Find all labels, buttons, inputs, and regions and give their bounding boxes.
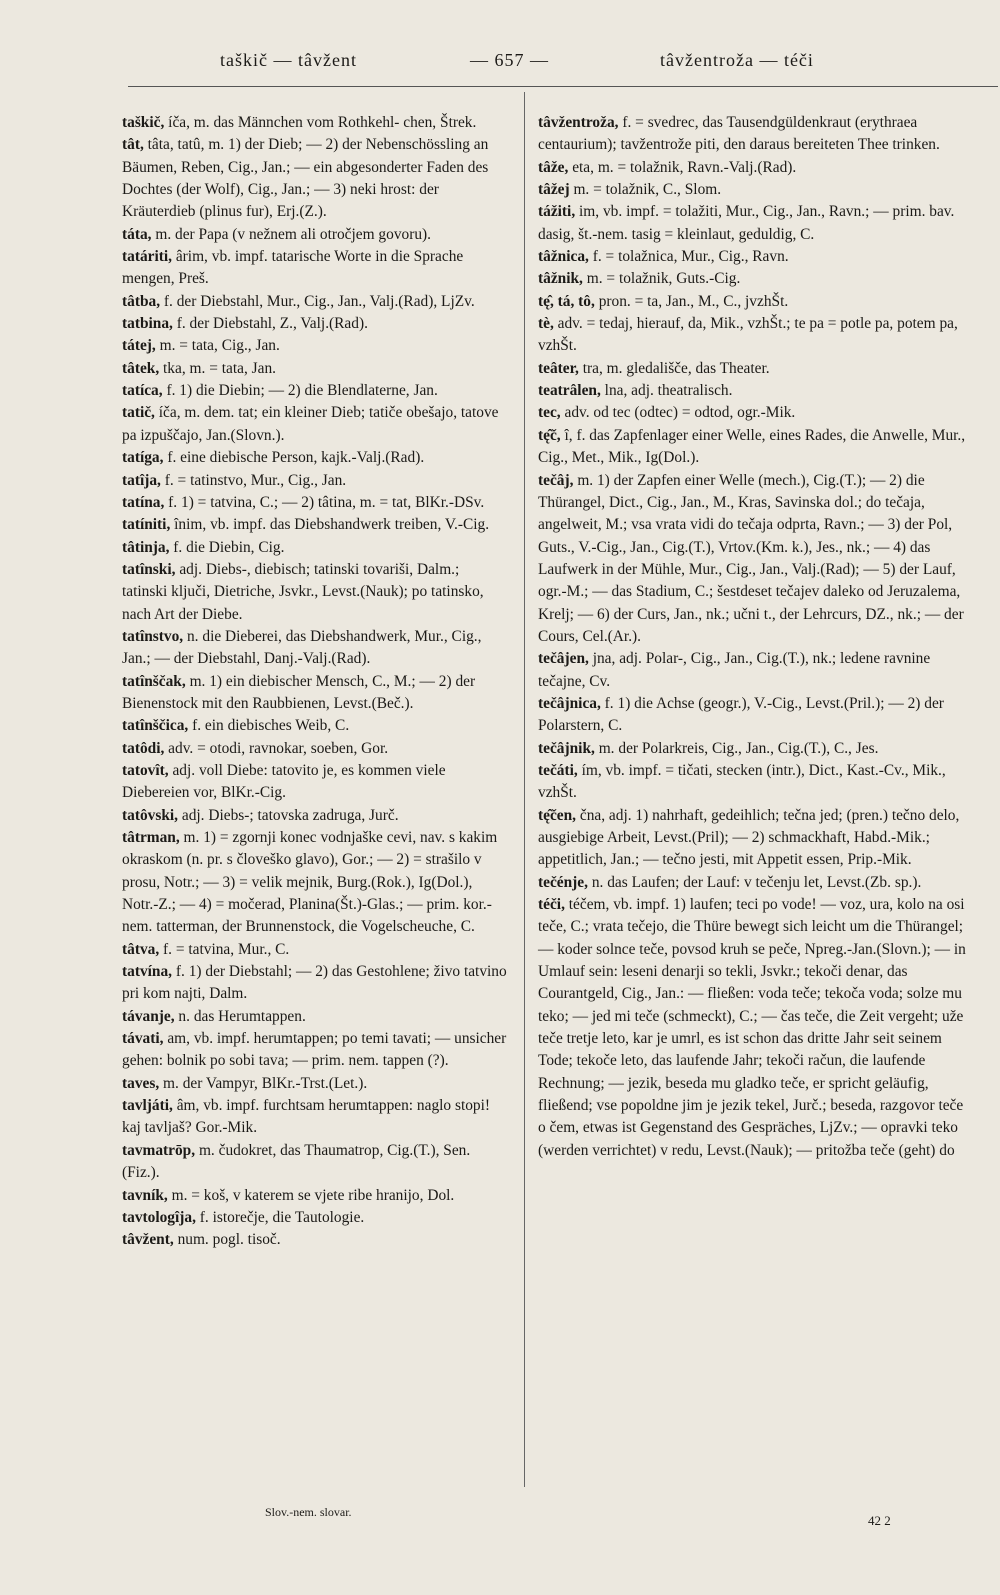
headword: tâtrman, (122, 829, 180, 846)
dictionary-entry (122, 537, 507, 559)
entry-definition: m. 1) der Zapfen einer Welle (mech.), Cig.(T.); — 2) die Thürangel, Dict., Cig., Jan., M., Kras, Savinska dol.; do tečaja, angelweit, M.; vsa vrata vidi do tečaja odprta, Ravn.; — 3) der Pol, Guts., V.-Cig., Jan., Cig.(T.), Vrtov.(Km. k.), Jes., nk.; — 4) das Laufwerk in der Mühle, Mur., Cig., Jan., Valj.(Rad); — 5) der Lauf, ogr.-M.; — das Stadium, C.; šestdeset tečajev daleko od Jeruzalema, Krelj; — 6) der Curs, Jan., nk.; učni t., der Lehrcurs, DZ., nk.; — der Cours, Cel.(Ar.). (538, 471, 964, 645)
headword: tâtva, (122, 940, 160, 958)
entry-definition: înim, vb. impf. das Diebshandwerk treiben, V.-Cig. (170, 516, 490, 534)
entry-definition: f. = tatvina, Mur., C. (159, 940, 290, 958)
entry-definition: ím, vb. impf. = tičati, stecken (intr.), Dict., Kast.-Cv., Mik., vzhŠt. (538, 761, 946, 802)
dictionary-entry (122, 805, 507, 827)
headword: tâvžent, (122, 1231, 174, 1249)
headword: teatrâlen, (538, 382, 601, 400)
headword: tavník, (122, 1186, 168, 1204)
dictionary-entry (538, 291, 973, 313)
dictionary-entry (538, 470, 973, 649)
entry-definition: n. das Laufen; der Lauf: v tečenju let, Levst.(Zb. sp.). (587, 873, 922, 891)
headword: tę̂č, (538, 426, 561, 444)
headword: tavljáti, (122, 1097, 173, 1115)
headword: tatíniti, (122, 516, 171, 534)
entry-definition: lna, adj. theatralisch. (600, 382, 733, 400)
header-right-guide: tâvžentroža — téči (660, 50, 814, 70)
entry-definition: eta, m. = tolažnik, Ravn.-Valj.(Rad). (568, 158, 797, 176)
headword: távati, (122, 1030, 164, 1048)
header-left-guide: taškič — tâvžent (220, 50, 357, 70)
entry-definition: adv. = tedaj, hierauf, da, Mik., vzhŠt.; te pa = potle pa, potem pa, vzhŠt. (538, 315, 958, 355)
footer-sheet-mark: 42 2 (868, 1513, 891, 1528)
entry-definition: f. der Diebstahl, Z., Valj.(Rad). (172, 315, 368, 333)
headword: tečâj, (538, 471, 574, 489)
dictionary-entry (538, 738, 973, 760)
headword: távanje, (122, 1007, 175, 1025)
headword: tè, (538, 315, 554, 333)
entry-definition: tra, m. gledališče, das Theater. (578, 359, 770, 377)
entry-definition: tâta, tatû, m. 1) der Dieb; — 2) der Nebenschössling an Bäumen, Reben, Cig., Jan.; — ein abgesonderter Faden des Dochtes (der Wolf), Cig., Jan.; — 3) neki hrost: der Kräuterdieb (plinus fur), Erj.(Z.). (122, 136, 489, 221)
headword: tátej, (122, 337, 156, 355)
headword: tâžej (538, 181, 570, 199)
headword: tatíga, (122, 449, 164, 467)
headword: tę̂čen, (538, 806, 577, 824)
headword: tážiti, (538, 203, 576, 221)
dictionary-entry (122, 492, 507, 514)
entry-definition: âm, vb. impf. furchtsam herumtappen: naglo stopi! kaj tavljaš? Gor.-Mik. (122, 1097, 491, 1137)
dictionary-entry (122, 112, 507, 134)
dictionary-entry (538, 268, 973, 290)
headword: tečâjen, (538, 650, 589, 668)
headword: táta, (122, 225, 152, 243)
headword: tečâjnica, (538, 694, 601, 712)
dictionary-entry (122, 961, 507, 1006)
headword: tatôdi, (122, 739, 165, 757)
left-column (122, 112, 507, 1252)
headword: tatovît, (122, 761, 169, 779)
headword: tečáti, (538, 761, 578, 779)
dictionary-entry (122, 760, 507, 805)
entry-definition: f. = tatinstvo, Mur., Cig., Jan. (160, 471, 347, 489)
entry-definition: f. = svedrec, das Tausendgüldenkraut (erythraea centaurium); tavžentrože piti, den daraus bereiteten Thee trinken. (538, 114, 940, 154)
page-header (210, 50, 850, 76)
dictionary-entry (122, 134, 507, 223)
entry-definition: num. pogl. tisoč. (173, 1231, 281, 1249)
dictionary-entry (122, 671, 507, 716)
headword: tâtinja, (122, 538, 170, 556)
headword: tec, (538, 404, 561, 422)
headword: tavmatrōp, (122, 1141, 196, 1159)
dictionary-entry (122, 1185, 507, 1207)
entry-definition: m. = koš, v katerem se vjete ribe hranijo, Dol. (167, 1186, 455, 1204)
headword: tâžnik, (538, 270, 583, 288)
dictionary-entry (538, 358, 973, 380)
entry-definition: m. der Polarkreis, Cig., Jan., Cig.(T.), C., Jes. (594, 739, 879, 757)
entry-definition: adj. voll Diebe: tatovito je, es kommen viele Diebereien vor, BlKr.-Cig. (122, 761, 446, 802)
entry-definition: f. die Diebin, Cig. (169, 538, 285, 556)
entry-definition: pron. = ta, Jan., M., C., jvzhŠt. (594, 292, 789, 310)
entry-definition: m. 1) = zgornji konec vodnjaške cevi, nav. s kakim okraskom (n. pr. s človeško glavo), Gor.; — 2) = strašilo v prosu, Notr.; — 3) = velik mejnik, Burg.(Rok.), Ig(Dol.), Notr.-Z.; — 4) = močerad, Planina(Št.)-Glas.; — prim. kor.-nem. tatterman, der Brunnenstock, die Vogelscheuche, C. (122, 829, 498, 936)
headword: tâtba, (122, 292, 161, 310)
entry-definition: m. čudokret, das Thaumatrop, Cig.(T.), Sen.(Fiz.). (122, 1141, 471, 1182)
dictionary-entry (122, 1229, 507, 1251)
entry-definition: čna, adj. 1) nahrhaft, gedeihlich; tečna jed; (pren.) tečno delo, ausgiebige Arbeit, Levst.(Pril); — 2) schmackhaft, Habd.-Mik.; appetitlich, Jan.; — tečno jesti, mit Appetit essen, Prip.-Mik. (538, 806, 960, 869)
headword: tâtek, (122, 359, 160, 377)
headword: tečénje, (538, 873, 588, 891)
headword: tatič, (122, 404, 155, 422)
dictionary-entry (122, 246, 507, 291)
entry-definition: tka, m. = tata, Jan. (159, 359, 277, 377)
headword: tečâjnik, (538, 739, 595, 757)
headword: tatînstvo, (122, 627, 184, 645)
dictionary-entry (122, 827, 507, 939)
headword: tatáriti, (122, 248, 172, 266)
entry-definition: adj. Diebs-, diebisch; tatinski tovariši, Dalm.; tatinski ključi, Dietriche, Jsvkr., Levst.(Nauk); po tatinsko, nach Art der Diebe. (122, 560, 484, 623)
dictionary-entry (122, 402, 507, 447)
entry-definition: am, vb. impf. herumtappen; po temi tavati; — unsicher gehen: bolnik po sobi tava; — prim. nem. tappen (?). (122, 1030, 507, 1070)
entry-definition: m. der Papa (v nežnem ali otročjem govoru). (151, 225, 432, 243)
right-column (538, 112, 973, 1162)
dictionary-entry (122, 1140, 507, 1185)
dictionary-entry (122, 626, 507, 671)
dictionary-entry (538, 313, 973, 358)
header-rule (128, 86, 998, 87)
entry-definition: m. = tata, Cig., Jan. (155, 337, 280, 355)
dictionary-entry (122, 939, 507, 961)
headword: tatînščica, (122, 717, 189, 735)
entry-definition: m. 1) ein diebischer Mensch, C., M.; — 2) der Bienenstock mit den Raubbienen, Levst.(Beč.). (122, 672, 476, 712)
entry-definition: m. der Vampyr, BlKr.-Trst.(Let.). (159, 1074, 368, 1092)
column-divider (524, 92, 525, 1487)
dictionary-entry (538, 425, 973, 470)
headword: tâvžentroža, (538, 114, 619, 131)
entry-definition: n. die Dieberei, das Diebshandwerk, Mur., Cig., Jan.; — der Diebstahl, Danj.-Valj.(Rad). (122, 627, 482, 668)
entry-definition: íča, m. dem. tat; ein kleiner Dieb; tatiče obešajo, tatove pa izpuščajo, Jan.(Slovn.). (122, 404, 499, 444)
entry-definition: íča, m. das Männchen vom Rothkehl- chen, Štrek. (164, 114, 477, 131)
headword: tatína, (122, 493, 165, 511)
entry-definition: téčem, vb. impf. 1) laufen; teci po vode! — voz, ura, kolo na osi teče, C.; vrata tečejo, die Thüre bewegt sich leicht um die Thürangel; — koder solnce teče, povsod kruh se peče, Npreg.-Jan.(Slovn.); — in Umlauf sein: leseni denarji so tekli, Jsvkr.; tekoči denar, das Courantgeld, Cig., Jan.: — fließen: voda teče; tekoča voda; solze mu teko; — jed mi teče (schmeckt), C.; — čas teče, die Zeit vergeht; uže teče tretje leto, kar je umrl, es ist schon das dritte Jahr seit seinem Tode; tekoče leto, das laufende Jahr; tekoči račun, die laufende Rechnung; — jezik, beseda mu gladko teče, er spricht geläufig, fließend; vse popoldne jim je jezik tekel, Jurč.; beseda, razgovor teče o čem, etwas ist Gegenstand des Gespräches, LjZv.; — opravki teko (werden verrichtet) v redu, Levst.(Nauk); — pritožba teče (geht) do (538, 896, 966, 1159)
dictionary-entry (122, 514, 507, 536)
entry-definition: f. 1) = tatvina, C.; — 2) tâtina, m. = tat, BlKr.-DSv. (164, 493, 485, 511)
headword: téči, (538, 896, 565, 914)
entry-definition: n. das Herumtappen. (174, 1007, 306, 1025)
dictionary-entry (122, 358, 507, 380)
dictionary-entry (122, 1095, 507, 1140)
dictionary-entry (122, 715, 507, 737)
dictionary-entry (122, 224, 507, 246)
dictionary-entry (538, 805, 973, 872)
entry-definition: adv. = otodi, ravnokar, soeben, Gor. (164, 739, 389, 757)
entry-definition: adv. od tec (odtec) = odtod, ogr.-Mik. (560, 404, 796, 422)
entry-definition: f. 1) die Diebin; — 2) die Blendlaterne, Jan. (162, 382, 438, 400)
dictionary-entry (122, 1006, 507, 1028)
entry-definition: î, f. das Zapfenlager einer Welle, eines Rades, die Anwelle, Mur., Cig., Met., Mik., Ig(Dol.). (538, 426, 966, 467)
dictionary-entry (538, 648, 973, 693)
headword: tatîja, (122, 471, 161, 489)
entry-definition: f. ein diebisches Weib, C. (188, 717, 350, 735)
dictionary-entry (538, 157, 973, 179)
headword: tę̂, tá, tô, (538, 292, 595, 310)
dictionary-entry (538, 760, 973, 805)
headword: teâter, (538, 359, 579, 377)
dictionary-entry (538, 179, 973, 201)
dictionary-entry (538, 693, 973, 738)
headword: tatíca, (122, 382, 163, 400)
headword: tâže, (538, 158, 569, 176)
headword: tatînščak, (122, 672, 186, 690)
dictionary-entry (122, 559, 507, 626)
dictionary-entry (122, 313, 507, 335)
entry-definition: f. eine diebische Person, kajk.-Valj.(Rad). (163, 449, 425, 467)
dictionary-entry (122, 291, 507, 313)
dictionary-entry (538, 246, 973, 268)
page-number: — 657 — (470, 50, 549, 70)
entry-definition: f. 1) der Diebstahl; — 2) das Gestohlene; živo tatvino pri kom najti, Dalm. (122, 963, 507, 1003)
headword: tavtologîja, (122, 1208, 196, 1226)
dictionary-entry (122, 447, 507, 469)
dictionary-entry (538, 894, 973, 1162)
entry-definition: m. = tolažnik, C., Slom. (569, 181, 722, 199)
entry-definition: adj. Diebs-; tatovska zadruga, Jurč. (178, 806, 399, 824)
dictionary-entry (122, 1028, 507, 1073)
footer-signature: Slov.-nem. slovar. (265, 1505, 352, 1519)
entry-definition: f. 1) die Achse (geogr.), V.-Cig., Levst.(Pril.); — 2) der Polarstern, C. (538, 694, 944, 735)
dictionary-entry (122, 1207, 507, 1229)
headword: tatînski, (122, 560, 176, 578)
dictionary-entry (122, 738, 507, 760)
headword: tât, (122, 136, 144, 154)
dictionary-entry (538, 872, 973, 894)
headword: taves, (122, 1074, 160, 1092)
entry-definition: f. = tolažnica, Mur., Cig., Ravn. (588, 248, 789, 266)
entry-definition: f. der Diebstahl, Mur., Cig., Jan., Valj.(Rad), LjZv. (160, 292, 475, 310)
dictionary-entry (538, 402, 973, 424)
headword: taškič, (122, 114, 165, 131)
dictionary-entry (122, 1073, 507, 1095)
dictionary-entry (122, 470, 507, 492)
dictionary-entry (538, 201, 973, 246)
dictionary-entry (538, 112, 973, 157)
entry-definition: m. = tolažnik, Guts.-Cig. (582, 270, 741, 288)
headword: tatvína, (122, 963, 173, 981)
entry-definition: ârim, vb. impf. tatarische Worte in die Sprache mengen, Preš. (122, 248, 464, 288)
dictionary-entry (538, 380, 973, 402)
headword: tatôvski, (122, 806, 179, 824)
entry-definition: jna, adj. Polar-, Cig., Jan., Cig.(T.), nk.; ledene ravnine tečajne, Cv. (538, 650, 931, 690)
dictionary-entry (122, 380, 507, 402)
dictionary-entry (122, 335, 507, 357)
headword: tâžnica, (538, 248, 589, 266)
entry-definition: im, vb. impf. = tolažiti, Mur., Cig., Jan., Ravn.; — prim. bav. dasig, št.-nem. tasig = kleinlaut, geduldig, C. (538, 203, 955, 243)
headword: tatbina, (122, 315, 173, 333)
entry-definition: f. istorečje, die Tautologie. (195, 1208, 365, 1226)
